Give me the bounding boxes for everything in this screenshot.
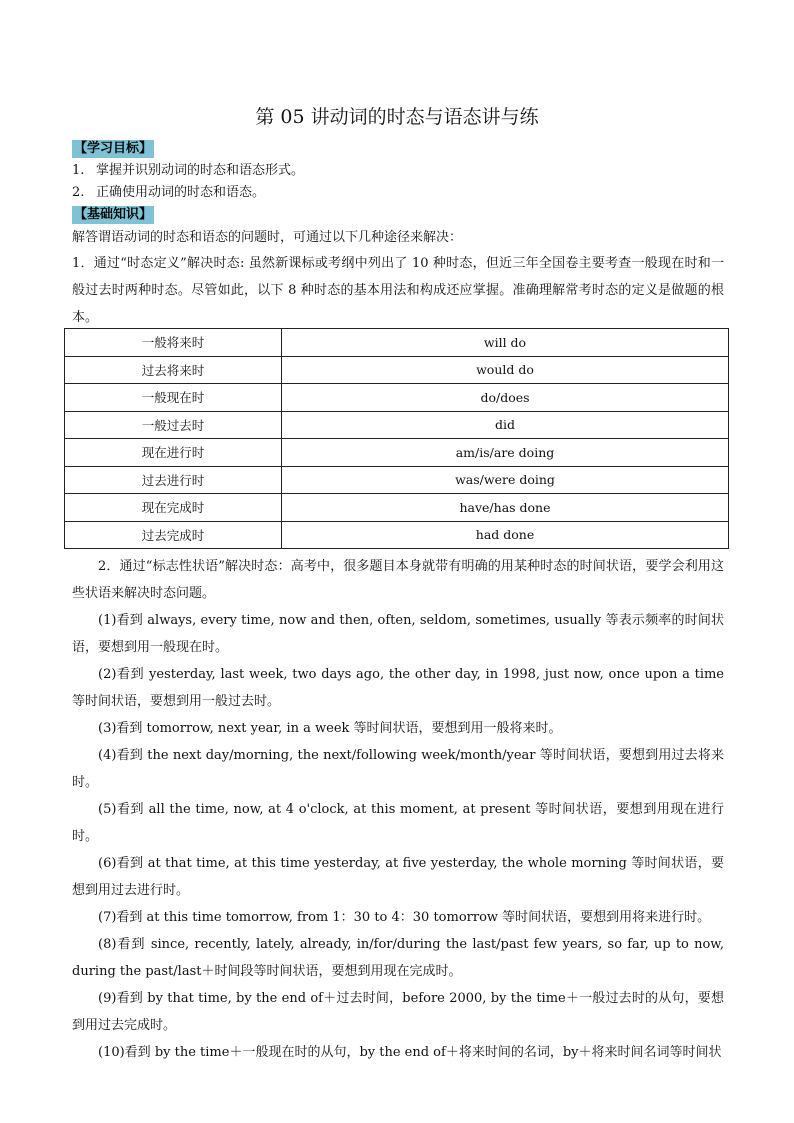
- tense-form-cell: have/has done: [282, 494, 729, 522]
- objective-item: [72, 182, 724, 204]
- rule-paragraph: (6)看到 at that time, at this time yesterday, at five yesterday, the whole morning 等时间状语，要想到用过去进行时。: [72, 856, 724, 898]
- tense-form-cell: do/does: [282, 384, 729, 412]
- objective-text: 正确使用动词的时态和语态。: [96, 185, 266, 200]
- objective-number: 2.: [72, 185, 85, 200]
- tense-form-cell: was/were doing: [282, 466, 729, 494]
- objective-item: [72, 160, 724, 182]
- rule-paragraph: (2)看到 yesterday, last week, two days ago, the other day, in 1998, just now, once upon a time 等时间状语，要想到用一般过去时。: [72, 667, 724, 709]
- table-row: [65, 521, 729, 549]
- basics-intro: 解答谓语动词的时态和语态的问题时，可通过以下几种途径来解决：: [72, 230, 463, 245]
- rule-paragraph: (4)看到 the next day/morning, the next/following week/month/year 等时间状语，要想到用过去将来时。: [72, 748, 724, 790]
- tense-name-cell: 现在进行时: [65, 439, 282, 467]
- basics-tag: 【基础知识】: [74, 207, 153, 222]
- point-2-paragraph: 2．通过“标志性状语”解决时态：高考中，很多题目本身就带有明确的用某种时态的时间状语，要学会利用这些状语来解决时态问题。: [72, 559, 724, 601]
- point-1-paragraph: 1．通过“时态定义”解决时态: 虽然新课标或考纲中列出了 10 种时态，但近三年全国卷主要考查一般现在时和一般过去时两种时态。尽管如此，以下 8 种时态的基本用法和构成还应掌握。准确理解常考时态的定义是做题的根本。: [72, 256, 724, 325]
- tense-name-cell: 一般过去时: [65, 411, 282, 439]
- rule-paragraph: (5)看到 all the time, now, at 4 o'clock, at this moment, at present 等时间状语，要想到用现在进行时。: [72, 802, 724, 844]
- intro-section: [72, 138, 724, 331]
- rule-paragraph: (3)看到 tomorrow, next year, in a week 等时间状语，要想到用一般将来时。: [98, 721, 562, 736]
- tense-name-cell: 一般现在时: [65, 384, 282, 412]
- tense-form-cell: will do: [282, 329, 729, 357]
- tense-form-cell: did: [282, 411, 729, 439]
- tense-form-cell: had done: [282, 521, 729, 549]
- table-row: [65, 384, 729, 412]
- table-row: [65, 466, 729, 494]
- tense-name-cell: 一般将来时: [65, 329, 282, 357]
- rule-paragraph: (9)看到 by that time, by the end of＋过去时间，before 2000, by the time＋一般过去时的从句，要想到用过去完成时。: [72, 991, 724, 1033]
- tense-name-cell: 现在完成时: [65, 494, 282, 522]
- objective-number: 1.: [72, 163, 85, 178]
- adverbial-section: [72, 553, 724, 1066]
- tense-form-cell: am/is/are doing: [282, 439, 729, 467]
- tense-name-cell: 过去完成时: [65, 521, 282, 549]
- table-row: [65, 329, 729, 357]
- table-row: [65, 411, 729, 439]
- objective-text: 掌握并识别动词的时态和语态形式。: [96, 163, 305, 178]
- objectives-tag: 【学习目标】: [74, 141, 153, 156]
- rule-paragraph: (7)看到 at this time tomorrow, from 1：30 to 4：30 tomorrow 等时间状语，要想到用将来进行时。: [98, 910, 711, 925]
- tense-name-cell: 过去将来时: [65, 356, 282, 384]
- table-row: [65, 439, 729, 467]
- rule-paragraph: (8)看到 since, recently, lately, already, in/for/during the last/past few years, so far, up to now, during the past/last＋时间段等时间状语，要想到用现在完成时。: [72, 937, 724, 979]
- rule-paragraph: (10)看到 by the time＋一般现在时的从句，by the end of＋将来时间的名词，by＋将来时间名词等时间状: [98, 1045, 722, 1060]
- rule-paragraph: (1)看到 always, every time, now and then, often, seldom, sometimes, usually 等表示频率的时间状语，要想到用一般现在时。: [72, 613, 724, 655]
- table-row: [65, 494, 729, 522]
- tense-table: [64, 328, 729, 549]
- table-row: [65, 356, 729, 384]
- tense-form-cell: would do: [282, 356, 729, 384]
- tense-name-cell: 过去进行时: [65, 466, 282, 494]
- page-title: 第 05 讲动词的时态与语态讲与练: [255, 106, 539, 128]
